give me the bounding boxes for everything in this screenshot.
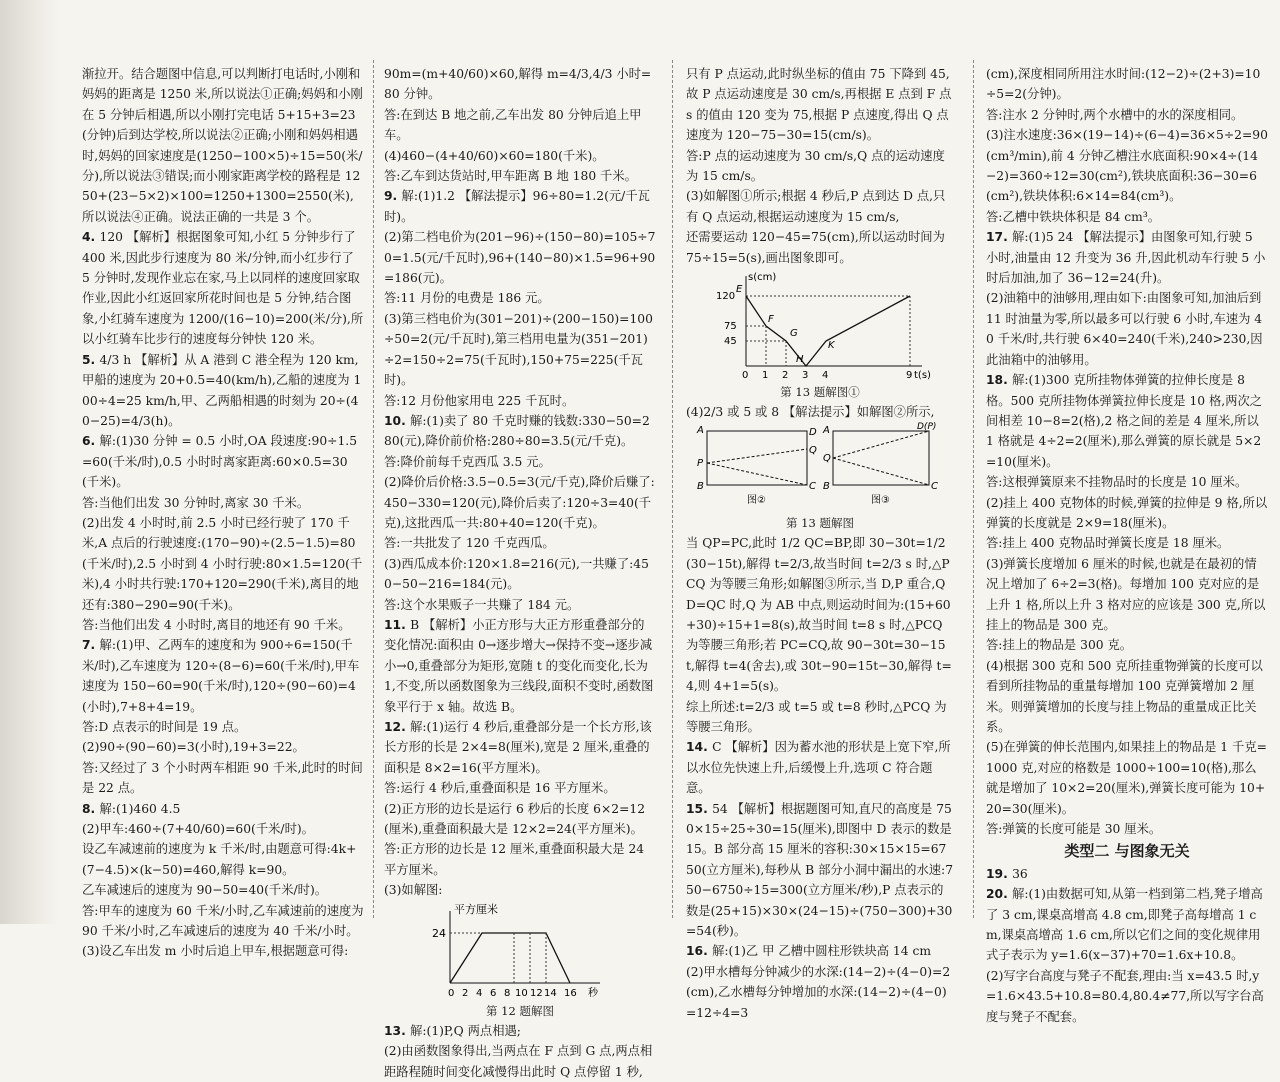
answer-text: B 【解析】小正方形与大正方形重叠部分的变化情况:面积由 0→逐步增大→保持不变→逐步减小→0,重叠部分为矩形,宽随 t 的变化而变化,长为 1,不变,所以函数图象为三线段,面积不变时,函数图象平行于 x 轴。故选 B。 [384,617,654,714]
x-tick-label: 9 [906,370,913,382]
answer-list [686,402,954,422]
question-number: 8. [82,801,100,816]
question-number: 12. [384,720,411,734]
column-divider [973,60,974,918]
answer-paragraph [384,799,656,840]
answer-paragraph [986,966,1268,1027]
answer-list [986,64,1268,839]
answer-text: 解:(1)P,Q 两点相遇; [410,1024,521,1039]
answer-text: 答:挂上 400 克物品时弹簧长度是 18 厘米。 [986,536,1230,551]
answer-text: (2)甲水槽每分钟减少的水深:(14−2)÷(4−0)=2(cm),乙水槽每分钟增加的水深:(14−2)÷(4−0)=12÷4=3 [686,964,951,1020]
answer-paragraph [82,737,364,757]
figure-caption: 第 13 题解图① [780,385,860,400]
answer-text: 答:乙槽中铁块体积是 84 cm³。 [986,209,1161,224]
answer-list [384,64,656,901]
question-number: 5. [82,352,100,367]
point-label: B [697,480,704,492]
answer-text: (3)设乙车出发 m 小时后追上甲车,根据题意可得: [82,944,349,959]
answer-paragraph [384,186,656,227]
x-tick-label: 8 [504,987,511,999]
point-label: H [796,354,804,366]
question-number: 6. [82,434,100,449]
answer-text: (2)正方形的边长是运行 6 秒后的长度 6×2=12(厘米),重叠面积最大是 12×2=24(平方厘米)。 [384,801,646,837]
answer-text: 答:当他们出发 30 分钟时,离家 30 千米。 [82,495,310,510]
subfigure-label: 图③ [871,494,890,506]
answer-text: 只有 P 点运动,此时纵坐标的值由 75 下降到 45,故 P 点运动速度是 30 cm/s,再根据 E 点到 F 点 s 的值由 120 变为 75,根据 P 点速度,得出 Q 点速度为 120−75−30=15(cm/s)。 [686,67,952,143]
answer-paragraph [384,227,656,288]
answer-paragraph [986,493,1268,534]
answer-paragraph [986,125,1268,207]
x-tick-label: 0 [742,370,749,382]
answer-paragraph [384,452,656,472]
y-axis-label: 平方厘米 [454,902,498,916]
figure-13-rectangles [695,421,945,511]
answer-paragraph [384,391,656,411]
answer-paragraph [986,554,1268,636]
y-tick-label: 45 [724,336,737,348]
question-number: 4. [82,230,100,245]
answer-text: 答:11 月份的电费是 186 元。 [384,291,550,306]
answer-text: (2)写字台高度与凳子不配套,理由:当 x=43.5 时,y=1.6×43.5+10.8=80.4,80.4≠77,所以写字台高度与凳子不配套。 [986,968,1264,1024]
column-divider [672,60,673,918]
point-label: B [823,480,830,492]
question-number: 20. [986,887,1013,902]
answer-paragraph [82,941,364,961]
question-number: 11. [384,617,411,632]
point-label: Q [809,444,817,456]
segment-qc [833,458,929,485]
x-tick-label: 12 [530,987,543,999]
answer-paragraph [82,615,364,635]
answer-paragraph [986,105,1268,125]
point-label: G [790,328,798,340]
answer-text: (cm),深度相同所用注水时间:(12−2)÷(2+3)=10÷5=2(分钟)。 [986,67,1261,102]
answer-text: 解:(1)5 24 【解法提示】由图象可知,行驶 5 小时,油量由 12 升变为 36 升,因此机动车行驶 5 小时后加油,加了 36−12=24(升)。 [986,230,1266,286]
answer-paragraph [686,186,954,227]
answer-text: (3)第三档电价为(301−201)÷(200−150)=100÷50=2(元/千瓦时),第三档用电量为(351−201)÷2=150÷2=75(千瓦时),150+75=225(千瓦时)。 [384,311,653,388]
x-tick-label: 6 [490,987,497,999]
point-label: D(P) [917,421,937,432]
point-label: C [809,480,816,492]
answer-text: 答:在到达 B 地之前,乙车出发 80 分钟后追上甲车。 [384,107,642,143]
answer-text: 答:甲车的速度为 60 千米/小时,乙车减速前的速度为 90 千米/小时,乙车减速后的速度为 40 千米/小时。 [82,903,364,939]
answer-text: 答:又经过了 3 个小时两车相距 90 千米,此时的时间是 22 点。 [82,760,363,796]
answer-paragraph [82,64,364,227]
answer-paragraph [986,64,1268,105]
x-tick-label: 2 [782,370,789,382]
answer-paragraph [686,799,954,942]
answer-text: 解:(1)30 分钟 = 0.5 小时,OA 段速度:90÷1.5=60(千米/时),0.5 小时时离家距离:60×0.5=30(千米)。 [82,434,358,490]
answer-paragraph [384,105,656,146]
answer-paragraph [82,839,364,880]
point-label: P [697,457,704,469]
y-tick-label: 120 [716,291,736,303]
figure-12-area-time-graph [430,903,610,999]
answer-text: 答:这根弹簧原来不挂物品时的长度是 10 厘米。 [986,475,1248,490]
answer-paragraph [384,615,656,717]
answer-paragraph [986,864,1268,884]
x-tick-label: 16 [564,987,577,999]
answer-paragraph [384,309,656,391]
answer-paragraph [384,1041,656,1082]
answer-paragraph [986,656,1268,738]
answer-paragraph [384,166,656,186]
answer-text: 答:这个水果贩子一共赚了 184 元。 [384,597,580,612]
answer-text: (3)如解图①所示;根据 4 秒后,P 点到达 D 点,只有 Q 点运动,根据运动速度为 15 cm/s, [686,189,946,224]
answer-paragraph [986,635,1268,655]
answer-text: 设乙车减速前的速度为 k 千米/时,由题意可得:4k+(7−4.5)×(k−50)=460,解得 k=90。 [82,842,357,877]
answer-text: 答:正方形的边长是 12 厘米,重叠面积最大是 24 平方厘米。 [384,842,645,877]
answer-text: (2)第二档电价为(201−96)÷(150−80)=105÷70=1.5(元/千瓦时),96+(140−80)×1.5=96+90=186(元)。 [384,230,656,286]
subfigure-label: 图② [747,494,766,506]
answer-paragraph [686,227,954,268]
y-axis-label: s(cm) [748,272,777,284]
point-label: A [823,424,830,436]
answer-text: 解:(1)由数据可知,从第一档到第二档,凳子增高了 3 cm,课桌高增高 4.8 cm,即凳子高每增高 1 cm,课桌高增高 1.6 cm,所以它们之间的变化规律用式子表示为 y=1.6(x−37)+70=1.6x+10.8。 [986,887,1263,963]
figure-caption: 第 13 题解图 [786,515,854,530]
answer-column-3 [686,64,954,1020]
answer-text: 解:(1)运行 4 秒后,重叠部分是一个长方形,该长方形的长是 2×4=8(厘米),宽是 2 厘米,重叠的面积是 8×2=16(平方厘米)。 [384,720,652,775]
y-tick-label: 24 [432,926,446,940]
question-number: 9. [384,189,402,204]
answer-paragraph [384,288,656,308]
question-number: 14. [686,740,713,755]
answer-paragraph [986,533,1268,553]
question-number: 7. [82,638,100,653]
answer-paragraph [384,839,656,880]
x-tick-label: 2 [462,987,469,999]
x-tick-label: 3 [802,370,809,382]
question-number: 18. [986,373,1013,388]
answer-paragraph [82,513,364,615]
answer-text: 答:弹簧的长度可能是 30 厘米。 [986,822,1162,837]
answer-paragraph [82,635,364,717]
answer-text: (4)根据 300 克和 500 克所挂重物弹簧的长度可以看到所挂物品的重量每增加 100 克弹簧增加 2 厘米。则弹簧增加的长度与挂上物品的重量成正比关系。 [986,658,1263,734]
point-label: A [697,424,704,436]
answer-paragraph [686,533,954,696]
answer-text: 解:(1)1.2 【解法提示】96÷80=1.2(元/千瓦时)。 [384,189,650,224]
answer-paragraph [686,941,954,961]
answer-paragraph [686,64,954,146]
question-number: 19. [986,866,1013,881]
answer-text: 120 【解析】根据图象可知,小红 5 分钟步行了 400 米,因此步行速度为 80 米/分钟,而小红步行了 5 分钟时,发现作业忘在家,马上以同样的速度回家取作业,因此小红返回家所花时间也是 5 分钟,结合图象,小红骑车速度为 1200/(16−10)=200(米/分),所以小红骑车比步行的速度每分钟快 120 米。 [82,230,364,347]
question-number: 17. [986,230,1013,245]
page-binding-shadow [0,0,58,924]
answer-text: C 【解析】因为蓄水池的形状是上宽下窄,所以水位先快速上升,后缓慢上升,选项 C 符合题意。 [686,740,951,796]
answer-text: 答:12 月份他家用电 225 千瓦时。 [384,393,575,408]
answer-paragraph [986,472,1268,492]
distance-line [746,296,910,366]
answer-paragraph [384,146,656,166]
answer-paragraph [384,1021,656,1041]
answer-text: 乙车减速后的速度为 90−50=40(千米/时)。 [82,883,328,898]
answer-text: (3)如解图: [384,883,443,898]
answer-paragraph [686,737,954,798]
answer-paragraph [986,207,1268,227]
answer-text: (2)降价后价格:3.5−0.5=3(元/千克),降价后赚了:450−330=120(元),降价后卖了:120÷3=40(千克),这批西瓜一共:80+40=120(千克)。 [384,475,655,530]
column-divider [373,60,374,918]
x-axis-label: t(s) [914,370,931,382]
point-label: F [768,314,774,326]
answer-text: 答:注水 2 分钟时,两个水槽中的水的深度相同。 [986,107,1244,122]
section-title: 类型二 与图象无关 [1064,842,1190,861]
x-tick-label: 4 [822,370,829,382]
y-tick-label: 75 [724,321,737,333]
answer-text: (2)由函数图象得出,当两点在 F 点到 G 点,两点相距路程随时间变化减慢得出此时 Q 点停留 1 秒, [384,1044,653,1079]
answer-text: 还需要运动 120−45=75(cm),所以运动时间为 75÷15=5(s),画出图象即可。 [686,230,945,265]
question-number: 10. [384,413,411,428]
answer-text: 当 QP=PC,此时 1/2 QC=BP,即 30−30t=1/2(30−15t),解得 t=2/3,故当时间 t=2/3 s 时,△PCQ 为等腰三角形;如解图③所示,当 D,P 重合,QD=QC 时,Q 为 AB 中点,则运动时间为:(15+60+30)÷15+1=8(s),故当时间 t=8 s 时,△PCQ 为等腰三角形;若 PC=CQ,故 90−30t=30−15t,解得 t=4(舍去),或 30t−90=15t−30,解得 t=4,则 4+1=5(s)。 [686,536,952,694]
answer-paragraph [986,737,1268,819]
figure-13-distance-time-graph [710,270,930,380]
answer-paragraph [384,880,656,900]
answer-text: 答:运行 4 秒后,重叠面积是 16 平方厘米。 [384,781,616,796]
x-tick-label: 14 [544,987,557,999]
question-number: 13. [384,1024,411,1039]
answer-paragraph [686,962,954,1023]
answer-column-1 [82,64,364,959]
answer-text: 答:D 点表示的时间是 19 点。 [82,720,247,734]
answer-text: 答:P 点的运动速度为 30 cm/s,Q 点的运动速度为 15 cm/s。 [686,148,945,184]
answer-paragraph [686,146,954,187]
answer-text: 答:一共批发了 120 千克西瓜。 [384,536,555,551]
answer-paragraph [82,717,364,737]
answer-text: (2)90÷(90−60)=3(小时),19+3=22。 [82,740,305,755]
answer-text: 解:(1)乙 甲 乙槽中圆柱形铁块高 14 cm [712,944,932,959]
answer-text: 答:当他们出发 4 小时时,离目的地还有 90 千米。 [82,617,351,632]
answer-paragraph [384,595,656,615]
answer-text: (3)注水速度:36×(19−14)÷(6−4)=36×5÷2=90(cm³/min),前 4 分钟乙槽注水底面积:90×4÷(14−2)=360÷12=30(cm²),铁块底面积:36−30=6(cm²),铁块体积:6×14=84(cm³)。 [986,128,1268,204]
answer-column-2 [384,64,656,1079]
answer-paragraph [986,370,1268,472]
answer-text: 解:(1)卖了 80 千克时赚的钱数:330−50=280(元),降价前价格:280÷80=3.5(元/千克)。 [384,413,650,449]
answer-text: (5)在弹簧的伸长范围内,如果挂上的物品是 1 千克=1000 克,对应的格数是 1000÷100=10(格),那么就是增加了 10×2=20(厘米),弹簧长度可能为 10+20=30(厘米)。 [986,740,1267,816]
answer-list [686,533,954,1023]
answer-text: 综上所述:t=2/3 或 t=5 或 t=8 秒时,△PCQ 为等腰三角形。 [686,699,947,734]
x-tick-label: 4 [476,987,483,999]
answer-text: 36 [1012,866,1028,881]
answer-text: 答:挂上的物品是 300 克。 [986,638,1133,653]
answer-text: 4/3 h 【解析】从 A 港到 C 港全程为 120 km,甲船的速度为 20+0.5=40(km/h),乙船的速度为 100÷4=25 km/h,甲、乙两船相遇的时刻为 20÷(40−25)=4/3(h)。 [82,352,362,428]
figure-caption: 第 12 题解图 [486,1003,554,1018]
answer-text: (2)油箱中的油够用,理由如下:由图象可知,加油后到 11 时油量为零,所以最多可以行驶 6 小时,车速为 40 千米/时,共行驶 6×40=240(千米),240>230,因此油箱中的油够用。 [986,291,1263,367]
answer-text: 解:(1)甲、乙两车的速度和为 900÷6=150(千米/时),乙车速度为 120÷(8−6)=60(千米/时),甲车速度为 150−60=90(千米/时),120÷(90−60)=4(小时),7+8+4=19。 [82,638,360,714]
answer-text: 解:(1)460 4.5 [99,801,181,816]
answer-paragraph [82,901,364,942]
question-number: 15. [686,801,713,816]
answer-text: (3)弹簧长度增加 6 厘米的时候,也就是在最初的情况上增加了 6÷2=3(格)。每增加 100 克对应的是上升 1 格,所以上升 3 格对应的应该是 300 克,所以挂上的物品是 300 克。 [986,556,1266,632]
answer-list [82,64,364,962]
answer-paragraph [82,880,364,900]
answer-text: 解:(1)300 克所挂物体弹簧的拉伸长度是 8 格。500 克所挂物体弹簧拉伸长度是 10 格,两次之间相差 10−8=2(格),2 格之间的差是 4 厘米,所以 1 格就是 4÷2=2(厘米),那么弹簧的原长就是 5×2=10(厘米)。 [986,373,1263,469]
point-label: C [931,480,938,492]
x-tick-label: 10 [515,987,528,999]
segment-qd [833,431,929,458]
answer-text: (4)460−(4+40/60)×60=180(千米)。 [384,148,605,163]
answer-list [686,64,954,268]
x-axis-label: 秒 [588,987,598,999]
answer-text: (3)西瓜成本价:120×1.8=216(元),一共赚了:450−50−216=184(元)。 [384,556,649,592]
answer-paragraph [986,227,1268,288]
answer-paragraph [986,884,1268,966]
answer-paragraph [384,411,656,452]
answer-paragraph [82,431,364,492]
answer-paragraph [82,758,364,799]
answer-paragraph [686,697,954,738]
answer-column-4 [986,64,1268,1024]
answer-paragraph [82,227,364,349]
answer-paragraph [82,819,364,839]
answer-text: (2)甲车:460÷(7+40/60)=60(千米/时)。 [82,822,314,837]
point-label: Q [823,452,831,464]
answer-paragraph [986,288,1268,370]
answer-paragraph [82,493,364,513]
answer-paragraph [82,350,364,432]
answer-text: 答:降价前每千克西瓜 3.5 元。 [384,454,551,469]
answer-paragraph [82,799,364,819]
point-label: K [828,340,835,352]
answer-paragraph [384,472,656,533]
answer-text: 答:乙车到达货站时,甲车距离 B 地 180 千米。 [384,169,637,184]
x-tick-label: 1 [762,370,769,382]
x-tick-label: 0 [448,987,455,999]
answer-text: (2)挂上 400 克物体的时候,弹簧的拉伸是 9 格,所以弹簧的长度就是 2×9=18(厘米)。 [986,495,1268,530]
answer-paragraph [384,778,656,798]
question-number: 16. [686,944,713,959]
answer-paragraph [986,819,1268,839]
answer-paragraph [384,554,656,595]
answer-paragraph [384,717,656,778]
answer-list [986,864,1268,1027]
answer-list [384,1021,656,1082]
point-label: D [809,426,817,438]
point-label: E [736,284,743,296]
answer-text: 渐拉开。结合题图中信息,可以判断打电话时,小刚和妈妈的距离是 1250 米,所以说法①正确;妈妈和小刚在 5 分钟后相遇,所以小刚打完电话 5+15+3=23(分钟)后到达学校,所以说法②正确;小刚和妈妈相遇时,妈妈的回家速度是(1250−100×5)÷15=50(米/分),所以说法③错误;而小刚家距离学校的路程是 1250+(23−5×2)×100=1250+1300=2550(米),所以说法④正确。说法正确的一共是 3 个。 [82,67,363,224]
answer-paragraph [384,64,656,105]
answer-paragraph [686,402,954,422]
answer-text: (2)出发 4 小时时,前 2.5 小时已经行驶了 170 千米,A 点后的行驶速度:(170−90)÷(2.5−1.5)=80(千米/时),2.5 小时到 4 小时行驶:80×1.5=120(千米),4 小时共行驶:170+120=290(千米),离目的地还有:380−290=90(千米)。 [82,515,363,612]
answer-text: (4)2/3 或 5 或 8 【解法提示】如解图②所示, [686,405,935,420]
answer-text: 90m=(m+40/60)×60,解得 m=4/3,4/3 小时=80 分钟。 [384,67,652,102]
rectangle-3 [833,431,929,485]
answer-paragraph [384,533,656,553]
answer-text: 54 【解析】根据题图可知,直尺的高度是 750×15÷25÷30=15(厘米),即图中 D 表示的数是 15。B 部分高 15 厘米的容积:30×15×15=6750(立方厘米),每秒从 B 部分小洞中漏出的水速:750−6750÷15=300(立方厘米/秒),P 点表示的数是(25+15)×30×(24−15)÷(750−300)+30=54(秒)。 [686,801,954,938]
segment-pc [707,463,807,485]
segment-pq [707,449,807,463]
area-line [450,933,570,983]
rectangle-2 [707,431,807,485]
